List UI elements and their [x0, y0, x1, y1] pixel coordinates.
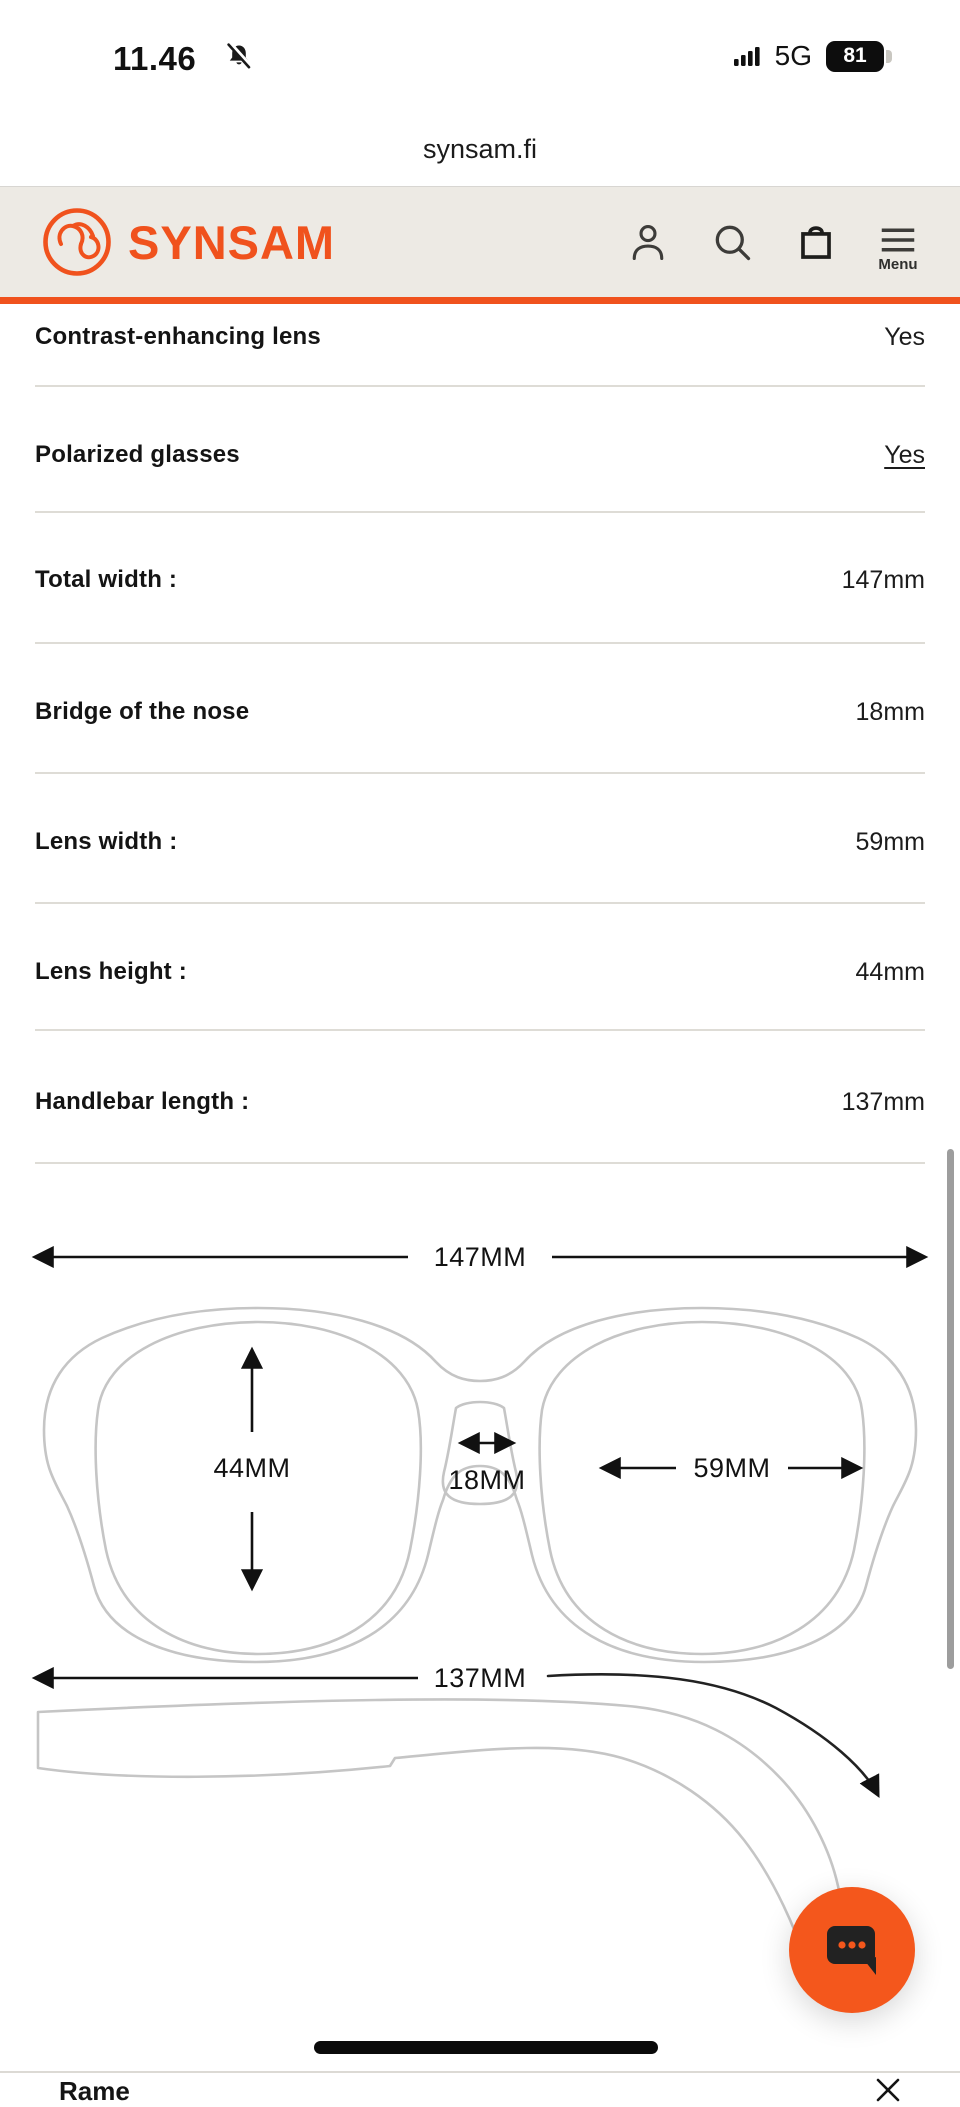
spec-value-link[interactable]: Yes — [884, 440, 925, 469]
account-icon[interactable] — [626, 220, 670, 264]
bridge-dimension-label: 18MM — [448, 1465, 526, 1495]
spec-label: Lens width : — [35, 828, 178, 855]
menu-label: Menu — [878, 256, 918, 273]
synsam-logo-wordmark: SYNSAM — [128, 215, 336, 269]
spec-label: Bridge of the nose — [35, 698, 250, 725]
page-scrollbar[interactable] — [947, 1149, 954, 1669]
address-bar[interactable]: synsam.fi — [422, 134, 538, 164]
spec-value: 18mm — [855, 697, 925, 726]
row-divider — [0, 2071, 960, 2073]
spec-row-total-width — [35, 558, 925, 602]
spec-label: Lens height : — [35, 958, 187, 985]
search-icon[interactable] — [710, 220, 754, 264]
spec-value: 44mm — [855, 957, 925, 986]
notifications-muted-icon — [224, 42, 254, 72]
next-section-label-clipped: Rame — [59, 2076, 130, 2106]
menu-button[interactable] — [878, 227, 918, 273]
spec-row-lens-height — [35, 950, 925, 994]
home-indicator[interactable] — [314, 2041, 658, 2054]
status-time: 11.46 — [113, 40, 197, 77]
signal-strength-icon — [734, 46, 761, 66]
spec-row-polarized — [35, 433, 925, 477]
header-actions — [626, 211, 918, 273]
close-icon-clipped[interactable] — [874, 2076, 902, 2104]
spec-value: Yes — [884, 322, 925, 351]
chat-bubble-icon — [820, 1917, 884, 1983]
row-divider — [35, 642, 925, 644]
spec-row-lens-width — [35, 820, 925, 864]
row-divider — [35, 1029, 925, 1031]
spec-label: Contrast-enhancing lens — [35, 323, 321, 350]
temple-dimension-label: 137MM — [433, 1663, 527, 1693]
size-diagram — [0, 1200, 960, 2000]
spec-value: 147mm — [841, 565, 925, 594]
lens-height-dimension-label: 44MM — [213, 1453, 291, 1483]
status-right-cluster — [734, 40, 892, 72]
cart-bag-icon[interactable] — [794, 220, 838, 264]
spec-row-contrast-lens — [35, 315, 925, 359]
spec-row-temple-length — [35, 1080, 925, 1124]
total-width-dimension-label: 147MM — [433, 1242, 527, 1272]
spec-label: Polarized glasses — [35, 441, 240, 468]
hamburger-icon — [878, 227, 918, 253]
battery-percent: 81 — [843, 44, 867, 67]
site-header — [0, 186, 960, 304]
row-divider — [35, 385, 925, 387]
spec-label: Handlebar length : — [35, 1088, 250, 1115]
spec-label: Total width : — [35, 566, 178, 593]
spec-value: 137mm — [841, 1087, 925, 1116]
row-divider — [35, 511, 925, 513]
battery-indicator — [826, 41, 892, 72]
synsam-logo-icon — [40, 205, 114, 279]
spec-value: 59mm — [855, 827, 925, 856]
synsam-logo[interactable] — [40, 205, 335, 279]
network-type-label: 5G — [774, 40, 812, 71]
chat-button[interactable] — [789, 1887, 915, 2013]
row-divider — [35, 1162, 925, 1164]
spec-row-bridge — [35, 690, 925, 734]
row-divider — [35, 902, 925, 904]
lens-width-dimension-label: 59MM — [693, 1453, 771, 1483]
battery-nub — [886, 50, 892, 63]
row-divider — [35, 772, 925, 774]
